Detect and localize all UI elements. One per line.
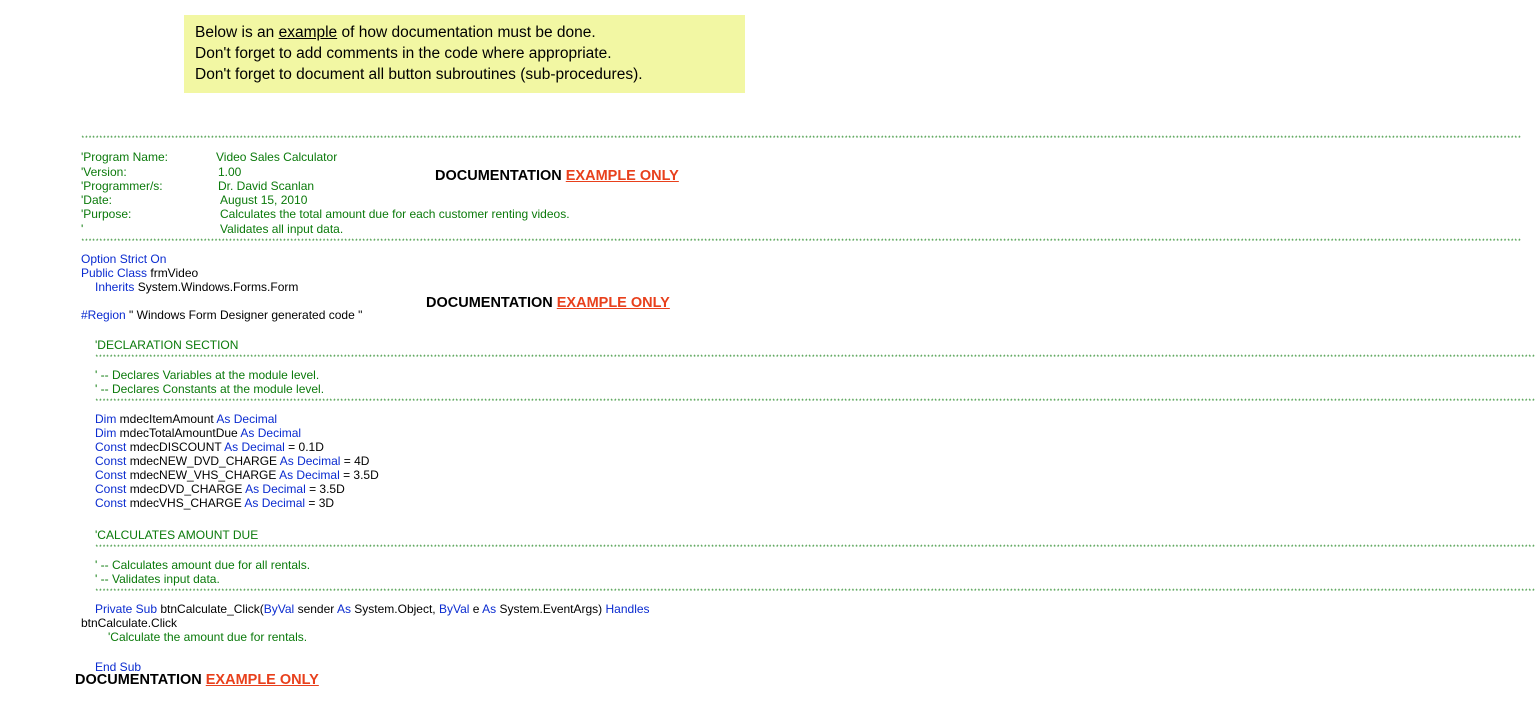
keyword: As Decimal bbox=[224, 440, 289, 454]
keyword: As Decimal bbox=[279, 454, 344, 468]
header-label: 'Version: bbox=[81, 165, 127, 179]
keyword: Public Class bbox=[81, 266, 151, 280]
stamp-text: DOCUMENTATION bbox=[426, 295, 557, 311]
region-line bbox=[81, 308, 362, 322]
const-line bbox=[95, 468, 379, 482]
keyword: As bbox=[336, 602, 355, 616]
header-value: Validates all input data. bbox=[220, 222, 344, 236]
header-label: 'Program Name: bbox=[81, 150, 168, 164]
identifier: mdecTotalAmountDue bbox=[119, 426, 241, 440]
documentation-stamp bbox=[426, 295, 670, 311]
instructions-note bbox=[184, 15, 745, 93]
stamp-text: DOCUMENTATION bbox=[435, 168, 566, 184]
stamp-text: DOCUMENTATION bbox=[75, 672, 206, 688]
note-underlined-word: example bbox=[278, 24, 338, 41]
declaration-comment: ' -- Declares Variables at the module level. bbox=[95, 368, 320, 382]
identifier: frmVideo bbox=[150, 266, 199, 280]
declaration-comment: ' -- Declares Constants at the module level. bbox=[95, 382, 325, 396]
sub-declaration-line bbox=[95, 602, 650, 616]
header-label: 'Purpose: bbox=[81, 207, 132, 221]
comment-separator: **************************************************************************************************************************************************************************************************************************************************************************************************************************************************************************************************************** bbox=[95, 398, 1535, 405]
comment-separator: **************************************************************************************************************************************************************************************************************************************************************************************************************************************************************************************************************** bbox=[95, 588, 1535, 595]
dim-line bbox=[95, 426, 301, 440]
value: = 3.5D bbox=[309, 482, 345, 496]
value: = 4D bbox=[343, 454, 370, 468]
calc-comment: ' -- Validates input data. bbox=[95, 572, 220, 586]
header-value: Video Sales Calculator bbox=[216, 150, 338, 164]
identifier: btnCalculate_Click( bbox=[160, 602, 264, 616]
identifier: System.EventArgs) bbox=[499, 602, 606, 616]
header-value: Dr. David Scanlan bbox=[218, 179, 315, 193]
option-strict-line: Option Strict On bbox=[81, 252, 167, 266]
identifier: mdecNEW_VHS_CHARGE bbox=[129, 468, 280, 482]
note-line-3: Don't forget to document all button subroutines (sub-procedures). bbox=[195, 66, 643, 83]
identifier: mdecDVD_CHARGE bbox=[129, 482, 246, 496]
identifier: mdecItemAmount bbox=[119, 412, 217, 426]
note-line-1 bbox=[195, 22, 745, 43]
declaration-section-heading: 'DECLARATION SECTION bbox=[95, 338, 239, 352]
keyword: As Decimal bbox=[240, 426, 302, 440]
keyword: As bbox=[482, 602, 500, 616]
value: = 3D bbox=[308, 496, 335, 510]
class-declaration-line bbox=[81, 266, 198, 280]
identifier: mdecNEW_DVD_CHARGE bbox=[129, 454, 280, 468]
note-line-2: Don't forget to add comments in the code where appropriate. bbox=[195, 45, 612, 62]
keyword: Dim bbox=[95, 412, 120, 426]
value: = 0.1D bbox=[288, 440, 324, 454]
sub-comment: 'Calculate the amount due for rentals. bbox=[108, 630, 308, 644]
calc-section-heading: 'CALCULATES AMOUNT DUE bbox=[95, 528, 259, 542]
keyword: As Decimal bbox=[244, 496, 309, 510]
header-label: ' bbox=[81, 222, 84, 236]
header-label: 'Date: bbox=[81, 193, 112, 207]
stamp-highlight: EXAMPLE ONLY bbox=[565, 168, 679, 184]
keyword: Inherits bbox=[95, 280, 138, 294]
const-line bbox=[95, 454, 369, 468]
keyword: #Region bbox=[81, 308, 130, 322]
keyword: Const bbox=[95, 454, 130, 468]
identifier: sender bbox=[297, 602, 337, 616]
keyword: As Decimal bbox=[279, 468, 344, 482]
comment-separator: **************************************************************************************************************************************************************************************************************************************************************************************************************************************************************************************************************** bbox=[95, 354, 1535, 361]
inherits-line bbox=[95, 280, 298, 294]
identifier: " Windows Form Designer generated code " bbox=[129, 308, 363, 322]
keyword: Const bbox=[95, 482, 130, 496]
calc-comment: ' -- Calculates amount due for all rentals. bbox=[95, 558, 311, 572]
const-line bbox=[95, 482, 345, 496]
identifier: System.Object, bbox=[354, 602, 439, 616]
documentation-stamp bbox=[75, 672, 319, 688]
identifier: System.Windows.Forms.Form bbox=[137, 280, 299, 294]
value: = 3.5D bbox=[343, 468, 379, 482]
identifier: mdecDISCOUNT bbox=[129, 440, 225, 454]
note-text: of how documentation must be done. bbox=[337, 24, 596, 41]
header-value: Calculates the total amount due for each customer renting videos. bbox=[220, 207, 570, 221]
keyword: Dim bbox=[95, 426, 120, 440]
header-value: August 15, 2010 bbox=[220, 193, 308, 207]
const-line bbox=[95, 496, 334, 510]
header-label: 'Programmer/s: bbox=[81, 179, 163, 193]
const-line bbox=[95, 440, 324, 454]
header-value: 1.00 bbox=[218, 165, 242, 179]
identifier: mdecVHS_CHARGE bbox=[129, 496, 245, 510]
note-text: Below is an bbox=[195, 24, 279, 41]
comment-separator: **************************************************************************************************************************************************************************************************************************************************************************************************************************************************************************************************************** bbox=[81, 238, 1522, 245]
keyword: Const bbox=[95, 496, 130, 510]
end-sub-line: End Sub bbox=[95, 660, 142, 674]
dim-line bbox=[95, 412, 277, 426]
keyword: Private Sub bbox=[95, 602, 161, 616]
keyword: As Decimal bbox=[245, 482, 310, 496]
keyword: Handles bbox=[605, 602, 650, 616]
keyword: Const bbox=[95, 468, 130, 482]
keyword: Const bbox=[95, 440, 130, 454]
stamp-highlight: EXAMPLE ONLY bbox=[556, 295, 670, 311]
keyword: As Decimal bbox=[216, 412, 278, 426]
sub-handles-target: btnCalculate.Click bbox=[81, 616, 178, 630]
documentation-stamp bbox=[435, 168, 679, 184]
comment-separator: **************************************************************************************************************************************************************************************************************************************************************************************************************************************************************************************************************** bbox=[81, 135, 1522, 142]
identifier: e bbox=[472, 602, 483, 616]
stamp-highlight: EXAMPLE ONLY bbox=[205, 672, 319, 688]
keyword: ByVal bbox=[263, 602, 298, 616]
comment-separator: **************************************************************************************************************************************************************************************************************************************************************************************************************************************************************************************************************** bbox=[95, 544, 1535, 551]
keyword: ByVal bbox=[438, 602, 473, 616]
